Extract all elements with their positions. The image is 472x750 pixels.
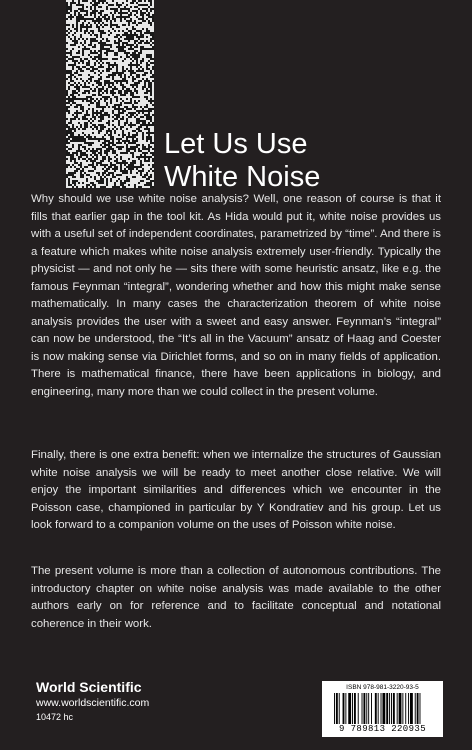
catalog-code: 10472 hc xyxy=(36,712,74,722)
blurb-paragraph-1: Why should we use white noise analysis? Well, one reason of course is that it fills that earlier gap in the tool kit. As Hida would put it, white noise provides us with a useful set of independent coordinates, parametrized by “time”. And there is a feature which makes white noise analysis extremely user-friendly. Typically the physicist — and not only he — sits there with some heuristic ansatz, like e.g. the famous Feynman “integral”, wondering whether and how this might make sense mathematically. In many cases the characterization theorem of white noise analysis provides the user with a sweet and easy answer. Feynman’s “integral” can now be understood, the “It’s all in the Vacuum” ansatz of Haag and Coester is now making sense via Dirichlet forms, and so on in many fields of application. There is mathematical finance, there have been applications in biology, and engineering, many more than we could collect in the present volume. xyxy=(31,193,441,398)
title-line-2: White Noise xyxy=(164,161,321,193)
title-line-1: Let Us Use xyxy=(164,128,308,160)
isbn-label: ISBN 978-981-3220-93-5 xyxy=(346,684,419,691)
book-title xyxy=(164,128,320,194)
barcode-bars xyxy=(334,693,431,724)
blurb-paragraph-3: The present volume is more than a collection of autonomous contributions. The introductory chapter on white noise analysis was made available to the other authors early on for reference and to facilitate conceptual and notational coherence in their work. xyxy=(31,565,441,630)
white-noise-image xyxy=(66,0,154,188)
blurb-paragraph-2: Finally, there is one extra benefit: when we internalize the structures of Gaussian white noise analysis we will be ready to meet another close relative. We will enjoy the important similarities and differences which we encounter in the Poisson case, championed in particular by Y Kondratiev and his group. Let us look forward to a companion volume on the uses of Poisson white noise. xyxy=(31,449,441,531)
isbn-barcode xyxy=(322,681,443,737)
publisher-url: www.worldscientific.com xyxy=(36,697,150,709)
barcode-digits: 9 789813 220935 xyxy=(338,724,426,734)
publisher-name: World Scientific xyxy=(36,679,142,695)
